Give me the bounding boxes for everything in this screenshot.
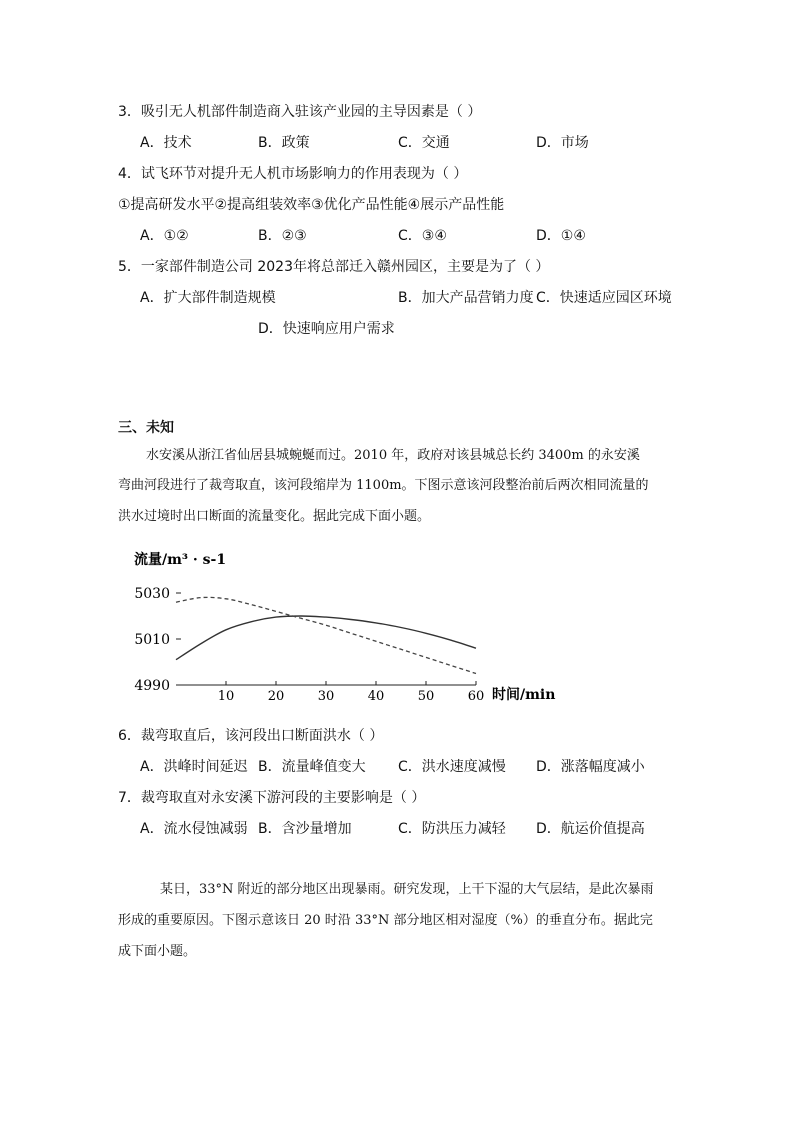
passage-line-2: 弯曲河段进行了裁弯取直，该河段缩岸为 1100m。下图示意该河段整治前后两次相同流量的 <box>118 478 649 493</box>
q4-option-d: D．①④ <box>536 228 586 244</box>
series-line-dashed <box>176 597 476 673</box>
q5-option-d: D．快速响应用户需求 <box>258 321 395 337</box>
q7-option-a: A．流水侵蚀减弱 <box>140 821 248 837</box>
q4-choices: ①提高研发水平②提高组装效率③优化产品性能④展示产品性能 <box>118 197 505 213</box>
q3-option-b: B．政策 <box>258 135 310 151</box>
q3-option-a: A．技术 <box>140 135 192 151</box>
x-tick-label: 50 <box>417 689 435 704</box>
x-tick-label: 20 <box>267 689 285 704</box>
x-tick-label: 40 <box>367 689 385 704</box>
q6-option-c: C．洪水速度减慢 <box>398 759 506 775</box>
q6-option-d: D．涨落幅度减小 <box>536 759 645 775</box>
q5-option-c: C．快速适应园区环境 <box>536 290 672 306</box>
y-tick-label: 5010 <box>134 632 170 648</box>
y-tick-label: 4990 <box>134 678 170 694</box>
flow-chart <box>120 545 570 715</box>
x-tick-label: 10 <box>217 689 235 704</box>
q4-option-c: C．③④ <box>398 228 447 244</box>
passage-line-3: 洪水过境时出口断面的流量变化。据此完成下面小题。 <box>118 509 431 524</box>
q3-stem: 3．吸引无人机部件制造商入驻该产业园的主导因素是（ ） <box>118 104 482 120</box>
x-tick-label: 60 <box>467 689 485 704</box>
passage-line-1: 水安溪从浙江省仙居县城蜿蜒而过。2010 年，政府对该县城总长约 3400m 的永安溪 <box>146 448 640 463</box>
q7-option-c: C．防洪压力减轻 <box>398 821 506 837</box>
final-passage-line-3: 成下面小题。 <box>118 944 197 959</box>
y-tick-label: 5030 <box>134 586 170 602</box>
q3-option-c: C．交通 <box>398 135 450 151</box>
q7-stem: 7．裁弯取直对永安溪下游河段的主要影响是（ ） <box>118 790 426 806</box>
final-passage-line-2: 形成的重要原因。下图示意该日 20 时沿 33°N 部分地区相对湿度（%）的垂直分布。据此完 <box>118 913 653 928</box>
final-passage-line-1: 某日，33°N 附近的部分地区出现暴雨。研究发现，上干下湿的大气层结，是此次暴雨 <box>160 882 654 897</box>
q5-option-a: A．扩大部件制造规模 <box>140 290 276 306</box>
section-heading: 三、未知 <box>118 420 174 436</box>
q4-option-b: B．②③ <box>258 228 307 244</box>
q6-option-a: A．洪峰时间延迟 <box>140 759 248 775</box>
q3-option-d: D．市场 <box>536 135 589 151</box>
q4-stem: 4．试飞环节对提升无人机市场影响力的作用表现为（ ） <box>118 166 468 182</box>
q6-option-b: B．流量峰值变大 <box>258 759 366 775</box>
q7-option-b: B．含沙量增加 <box>258 821 352 837</box>
q6-stem: 6．裁弯取直后，该河段出口断面洪水（ ） <box>118 728 384 744</box>
y-axis-label: 流量/m³ · s-1 <box>134 552 227 568</box>
q4-option-a: A．①② <box>140 228 189 244</box>
q5-stem: 5．一家部件制造公司 2023年将总部迁入赣州园区，主要是为了（ ） <box>118 259 550 275</box>
q7-option-d: D．航运价值提高 <box>536 821 645 837</box>
x-axis-label: 时间/min <box>492 687 556 703</box>
q5-option-b: B．加大产品营销力度 <box>398 290 534 306</box>
series-line-solid <box>176 616 476 660</box>
x-tick-label: 30 <box>317 689 335 704</box>
